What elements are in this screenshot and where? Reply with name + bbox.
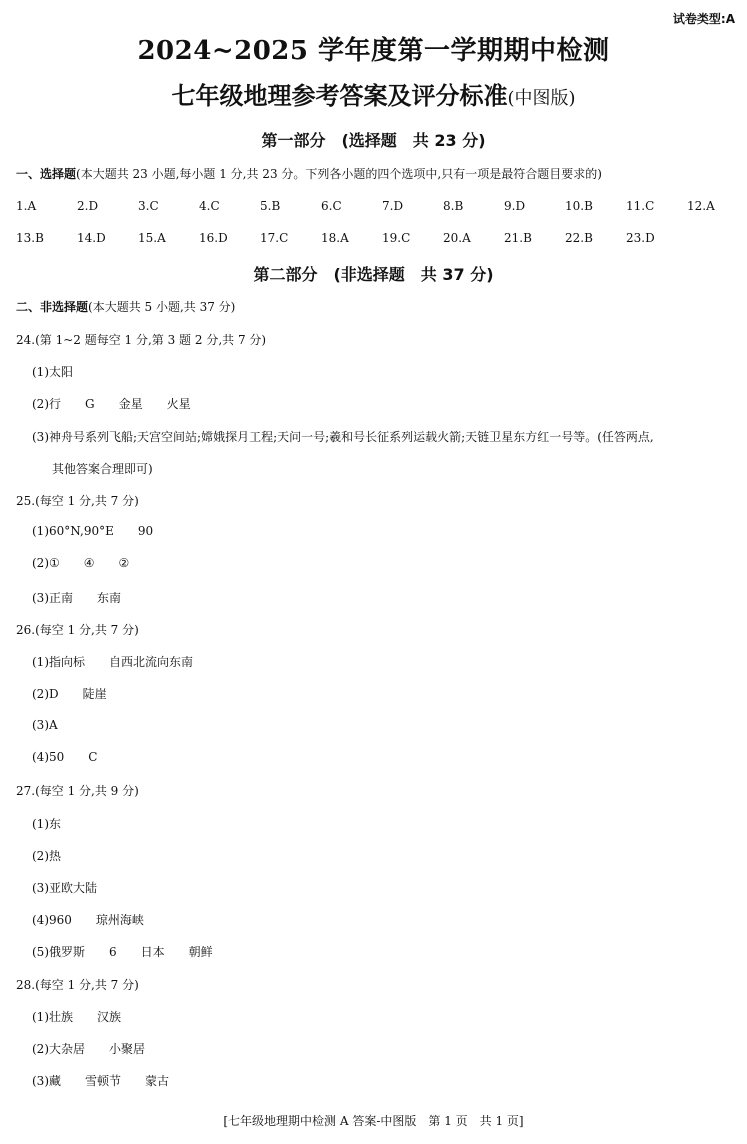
mc-answer: 6.C xyxy=(321,199,342,213)
answer-part: (1)壮族 xyxy=(32,1010,73,1024)
answer-part: 东南 xyxy=(97,591,122,605)
q28-answer-1 xyxy=(32,1008,121,1025)
answer-part: 汉族 xyxy=(97,1010,122,1024)
mc-answer: 9.D xyxy=(504,199,526,213)
mc-answer: 19.C xyxy=(382,231,411,245)
q27-answer-3: (3)亚欧大陆 xyxy=(32,881,97,895)
mc-answer: 17.C xyxy=(260,231,289,245)
answer-part: 小聚居 xyxy=(109,1042,146,1056)
answer-part: 自西北流向东南 xyxy=(109,655,194,669)
q24-answer-3: (3)神舟号系列飞船;天宫空间站;嫦娥探月工程;天问一号;羲和号长征系列运载火箭;天链卫星东方红一号等。(任答两点, xyxy=(32,430,654,444)
mc-answer: 1.A xyxy=(16,199,37,213)
q24-answer-2 xyxy=(32,395,191,412)
answer-part: 陡崖 xyxy=(82,687,107,701)
part2-instruction-text: (本大题共 5 小题,共 37 分) xyxy=(88,300,236,314)
mc-answer: 18.A xyxy=(321,231,349,245)
answer-part: 蒙古 xyxy=(145,1074,170,1088)
q26-answer-2 xyxy=(32,685,107,702)
q24-heading: 24.(第 1~2 题每空 1 分,第 3 题 2 分,共 7 分) xyxy=(16,333,267,347)
answer-part: (1)指向标 xyxy=(32,655,85,669)
answer-part: 琼州海峡 xyxy=(95,913,144,927)
mc-answer: 21.B xyxy=(504,231,532,245)
answer-part: (5)俄罗斯 xyxy=(32,945,85,959)
answer-part: C xyxy=(88,750,98,764)
q28-answer-2 xyxy=(32,1040,145,1057)
answer-part: ④ xyxy=(83,556,95,570)
q28-heading: 28.(每空 1 分,共 7 分) xyxy=(16,978,139,992)
answer-part: 火星 xyxy=(166,397,191,411)
answer-part: (2)大杂居 xyxy=(32,1042,85,1056)
part2-label: 二、非选择题 xyxy=(16,300,89,314)
q24-answer-3-continued: 其他答案合理即可) xyxy=(52,462,153,476)
part1-heading: 第一部分 (选择题 共 23 分) xyxy=(261,131,486,150)
part1-label: 一、选择题 xyxy=(16,167,77,181)
mc-answer: 13.B xyxy=(16,231,44,245)
q26-answer-3: (3)A xyxy=(32,718,58,732)
mc-answer: 3.C xyxy=(138,199,159,213)
mc-answer: 15.A xyxy=(138,231,166,245)
q27-answer-4 xyxy=(32,911,144,928)
mc-answer: 4.C xyxy=(199,199,220,213)
mc-answer: 20.A xyxy=(443,231,471,245)
q25-heading: 25.(每空 1 分,共 7 分) xyxy=(16,494,139,508)
mc-answer: 22.B xyxy=(565,231,593,245)
answer-part: 金星 xyxy=(118,397,143,411)
mc-answer: 7.D xyxy=(382,199,404,213)
q27-answer-2: (2)热 xyxy=(32,849,61,863)
answer-part: 6 xyxy=(109,945,117,959)
answer-part: (4)960 xyxy=(32,913,72,927)
answer-part: 日本 xyxy=(140,945,165,959)
answer-part: ② xyxy=(118,556,130,570)
subtitle-text: 七年级地理参考答案及评分标准 xyxy=(171,81,508,110)
mc-answer: 14.D xyxy=(77,231,106,245)
q26-heading: 26.(每空 1 分,共 7 分) xyxy=(16,623,139,637)
q27-answer-5 xyxy=(32,943,213,960)
mc-answer: 23.D xyxy=(626,231,655,245)
answer-part: (2)D xyxy=(32,687,59,701)
q28-answer-3 xyxy=(32,1072,169,1089)
answer-part: G xyxy=(85,397,95,411)
q25-answer-2 xyxy=(32,556,129,570)
mc-answer: 16.D xyxy=(199,231,228,245)
part2-instruction xyxy=(16,298,235,315)
answer-part: 雪顿节 xyxy=(85,1074,122,1088)
mc-answer: 12.A xyxy=(687,199,715,213)
mc-answer: 8.B xyxy=(443,199,464,213)
paper-type-label: 试卷类型:A xyxy=(672,12,735,26)
answer-part: (1)60°N,90°E xyxy=(32,524,114,538)
q26-answer-1 xyxy=(32,653,193,670)
q24-answer-1: (1)太阳 xyxy=(32,365,73,379)
q27-heading: 27.(每空 1 分,共 9 分) xyxy=(16,784,139,798)
document-title: 2024~2025 学年度第一学期期中检测 xyxy=(137,36,610,66)
part1-instruction-text: (本大题共 23 小题,每小题 1 分,共 23 分。下列各小题的四个选项中,只有一项是最符合题目要求的) xyxy=(76,167,602,181)
q26-answer-4 xyxy=(32,750,97,764)
edition-label: (中图版) xyxy=(507,88,576,109)
document-subtitle xyxy=(0,76,747,111)
answer-part: (2)行 xyxy=(32,397,61,411)
page-footer: [七年级地理期中检测 A 答案-中图版 第 1 页 共 1 页] xyxy=(223,1114,524,1128)
part1-instruction xyxy=(16,165,602,182)
part2-heading: 第二部分 (非选择题 共 37 分) xyxy=(253,265,494,284)
mc-answer: 10.B xyxy=(565,199,593,213)
mc-answer: 2.D xyxy=(77,199,99,213)
answer-part: 90 xyxy=(137,524,154,538)
answer-part: (2)① xyxy=(32,556,60,570)
answer-part: (3)正南 xyxy=(32,591,73,605)
answer-part: 朝鲜 xyxy=(188,945,213,959)
q25-answer-3 xyxy=(32,589,121,606)
answer-part: (3)藏 xyxy=(32,1074,61,1088)
q25-answer-1 xyxy=(32,524,153,538)
mc-answer: 11.C xyxy=(626,199,655,213)
q27-answer-1: (1)东 xyxy=(32,817,61,831)
mc-answer: 5.B xyxy=(260,199,281,213)
answer-part: (4)50 xyxy=(32,750,65,764)
